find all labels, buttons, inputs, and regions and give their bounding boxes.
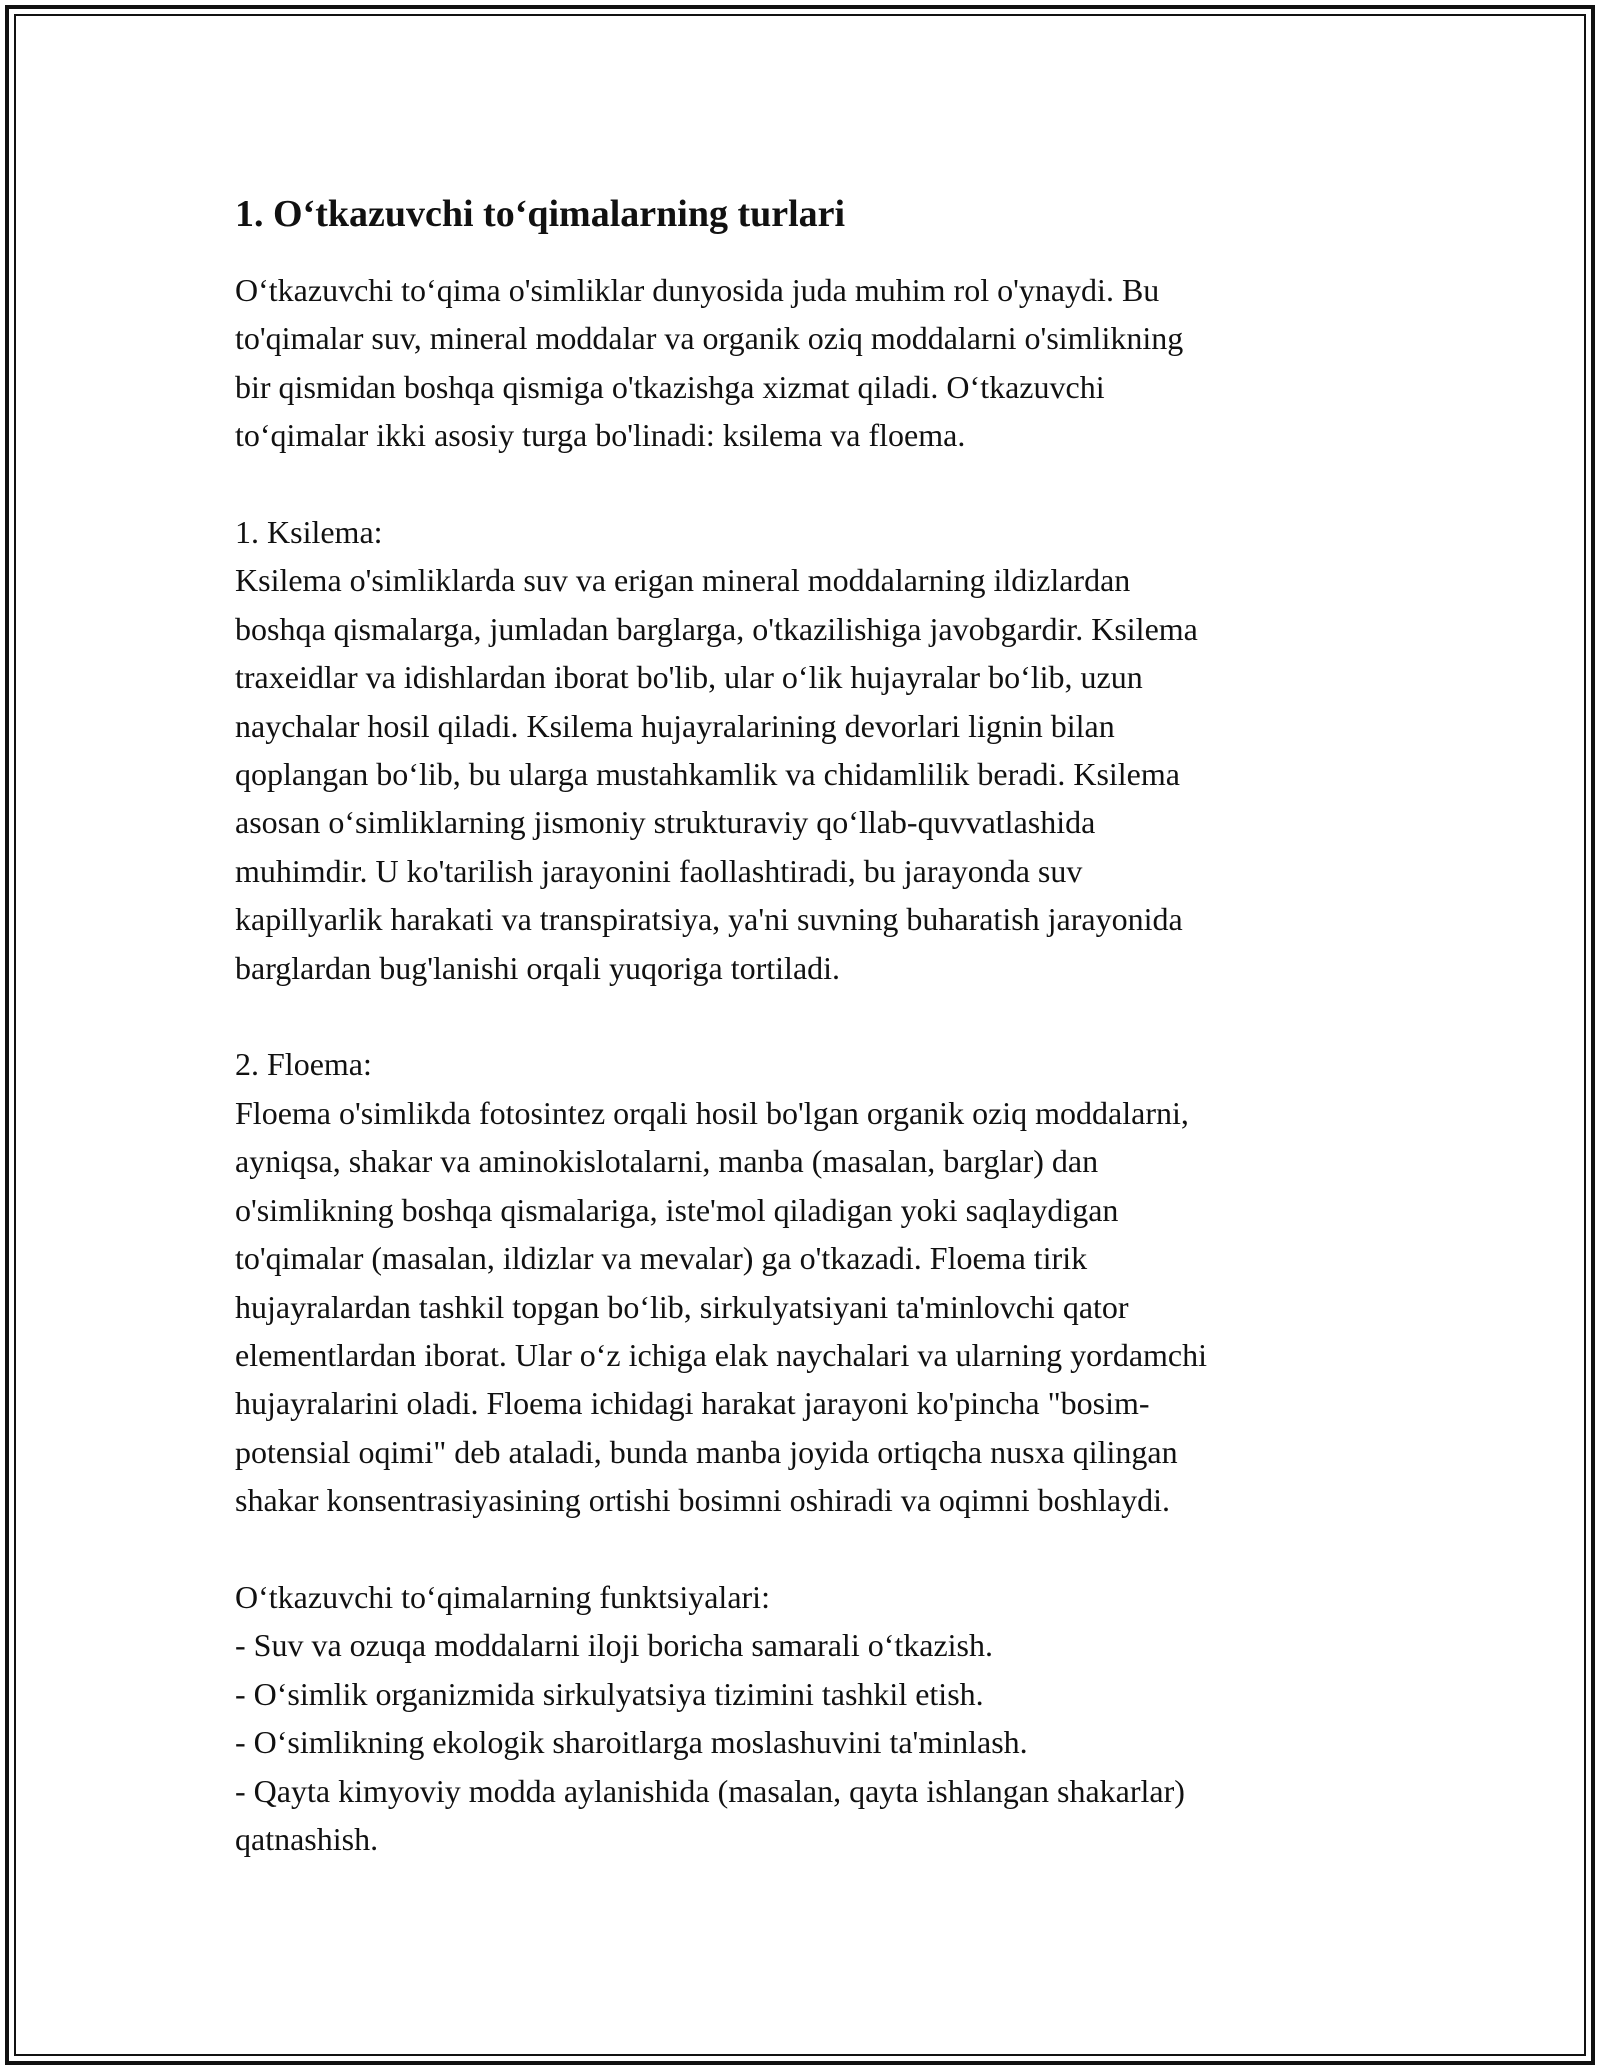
paragraph-spacer: [235, 1525, 1415, 1573]
intro-line: to'qimalar suv, mineral moddalar va organik oziq moddalarni o'simlikning: [235, 320, 1184, 357]
phloem-line: hujayralarini oladi. Floema ichidagi harakat jarayoni ko'pincha "bosim-: [235, 1385, 1150, 1422]
functions-list-item: - Qayta kimyoviy modda aylanishida (masalan, qayta ishlangan shakarlar): [235, 1772, 1185, 1809]
functions-list-item: - Suv va ozuqa moddalarni iloji boricha samarali o‘tkazish.: [235, 1627, 993, 1664]
intro-line: bir qismidan boshqa qismiga o'tkazishga xizmat qiladi. O‘tkazuvchi: [235, 368, 1105, 405]
functions-list-item: - O‘simlikning ekologik sharoitlarga moslashuvini ta'minlash.: [235, 1724, 1028, 1761]
functions-list-item: qatnashish.: [235, 1820, 379, 1857]
functions-heading: O‘tkazuvchi to‘qimalarning funktsiyalari:: [235, 1578, 770, 1615]
phloem-line: to'qimalar (masalan, ildizlar va mevalar) ga o'tkazadi. Floema tirik: [235, 1240, 1088, 1277]
phloem-heading: 2. Floema:: [235, 1046, 372, 1083]
xylem-line: Ksilema o'simliklarda suv va erigan mineral moddalarning ildizlardan: [235, 562, 1131, 599]
phloem-line: Floema o'simlikda fotosintez orqali hosil bo'lgan organik oziq moddalarni,: [235, 1094, 1189, 1131]
functions-list-item: - O‘simlik organizmida sirkulyatsiya tizimini tashkil etish.: [235, 1675, 984, 1712]
phloem-line: potensial oqimi" deb ataladi, bunda manba joyida ortiqcha nusxa qilingan: [235, 1433, 1178, 1470]
functions-section: [235, 1573, 1415, 1863]
xylem-line: barglardan bug'lanishi orqali yuqoriga tortiladi.: [235, 949, 841, 986]
xylem-line: kapillyarlik harakati va transpiratsiya, ya'ni suvning buharatish jarayonida: [235, 901, 1183, 938]
xylem-line: muhimdir. U ko'tarilish jarayonini faollashtiradi, bu jarayonda suv: [235, 852, 1083, 889]
intro-line: to‘qimalar ikki asosiy turga bo'linadi: ksilema va floema.: [235, 417, 966, 454]
phloem-line: hujayralardan tashkil topgan bo‘lib, sirkulyatsiyani ta'minlovchi qator: [235, 1288, 1129, 1325]
phloem-section: [235, 1040, 1415, 1524]
xylem-line: naychalar hosil qiladi. Ksilema hujayralarining devorlari lignin bilan: [235, 707, 1115, 744]
intro-paragraph: [235, 266, 1415, 460]
document-title: 1. O‘tkazuvchi to‘qimalarning turlari: [235, 193, 846, 235]
intro-line: O‘tkazuvchi to‘qima o'simliklar dunyosida juda muhim rol o'ynaydi. Bu: [235, 272, 1160, 308]
document-body: [235, 188, 1415, 1863]
phloem-line: shakar konsentrasiyasining ortishi bosimni oshiradi va oqimni boshlaydi.: [235, 1482, 1171, 1519]
xylem-line: traxeidlar va idishlardan iborat bo'lib, ular o‘lik hujayralar bo‘lib, uzun: [235, 659, 1143, 696]
xylem-heading: 1. Ksilema:: [235, 514, 383, 551]
phloem-line: o'simlikning boshqa qismalariga, iste'mol qiladigan yoki saqlaydigan: [235, 1191, 1119, 1228]
phloem-line: elementlardan iborat. Ular o‘z ichiga elak naychalari va ularning yordamchi: [235, 1336, 1208, 1373]
paragraph-spacer: [235, 460, 1415, 508]
xylem-line: asosan o‘simliklarning jismoniy strukturaviy qo‘llab-quvvatlashida: [235, 804, 1096, 841]
xylem-line: boshqa qismalarga, jumladan barglarga, o'tkazilishiga javobgardir. Ksilema: [235, 610, 1198, 647]
paragraph-spacer: [235, 992, 1415, 1040]
phloem-line: ayniqsa, shakar va aminokislotalarni, manba (masalan, barglar) dan: [235, 1143, 1099, 1180]
xylem-line: qoplangan bo‘lib, bu ularga mustahkamlik va chidamlilik beradi. Ksilema: [235, 756, 1180, 793]
xylem-section: [235, 508, 1415, 992]
